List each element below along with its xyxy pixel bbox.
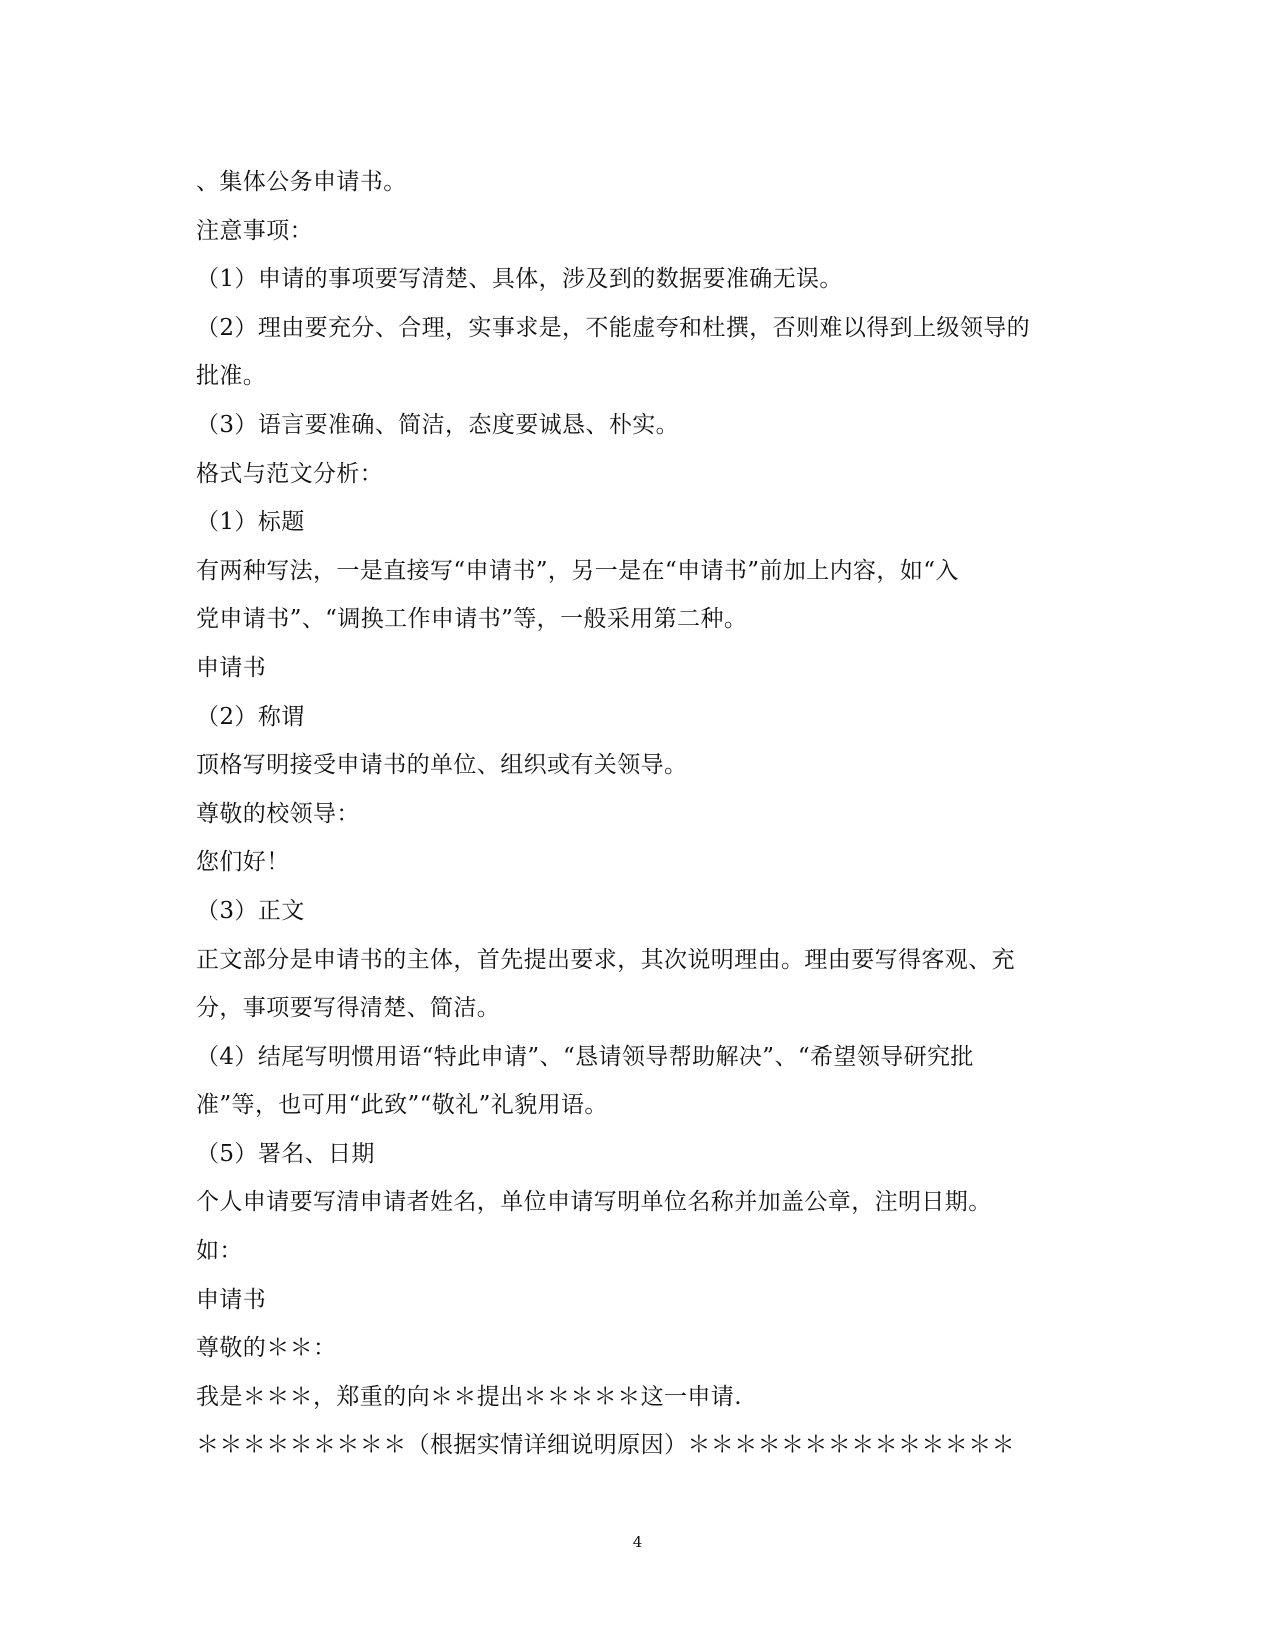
example-body-line: 我是＊＊＊，郑重的向＊＊提出＊＊＊＊＊这一申请. xyxy=(196,1383,742,1410)
text-line: （2）称谓 xyxy=(196,703,305,730)
example-body-line: ＊＊＊＊＊＊＊＊＊（根据实情详细说明原因）＊＊＊＊＊＊＊＊＊＊＊＊＊＊ xyxy=(196,1432,1015,1459)
text-line: （1）申请的事项要写清楚、具体，涉及到的数据要准确无误。 xyxy=(196,266,843,293)
document-body xyxy=(196,158,1086,1470)
text-line: 个人申请要写清申请者姓名，单位申请写明单位名称并加盖公章，注明日期。 xyxy=(196,1189,992,1216)
text-line: 正文部分是申请书的主体，首先提出要求，其次说明理由。理由要写得客观、充 xyxy=(196,946,1015,973)
example-title: 申请书 xyxy=(196,654,267,681)
text-line: 有两种写法，一是直接写“申请书”，另一是在“申请书”前加上内容，如“入 xyxy=(196,557,959,584)
section-heading-notes: 注意事项： xyxy=(196,217,313,244)
text-line: （3）语言要准确、简洁，态度要诚恳、朴实。 xyxy=(196,411,680,438)
text-line: 批准。 xyxy=(196,363,267,390)
text-line: 党申请书”、“调换工作申请书”等，一般采用第二种。 xyxy=(196,606,748,633)
text-line: （2）理由要充分、合理，实事求是，不能虚夸和杜撰，否则难以得到上级领导的 xyxy=(196,314,1031,341)
text-line: （3）正文 xyxy=(196,897,305,924)
text-line: （1）标题 xyxy=(196,509,305,536)
text-line: （5）署名、日期 xyxy=(196,1140,375,1167)
text-line: 、集体公务申请书。 xyxy=(196,169,407,195)
text-line: 分，事项要写得清楚、简洁。 xyxy=(196,995,501,1022)
page-number: 4 xyxy=(632,1533,643,1551)
section-heading-format: 格式与范文分析： xyxy=(196,460,384,487)
example-greeting: 您们好！ xyxy=(196,849,290,876)
text-line: 准”等，也可用“此致”“敬礼”礼貌用语。 xyxy=(196,1092,608,1119)
text-line: 如： xyxy=(196,1238,243,1265)
text-line: （4）结尾写明惯用语“特此申请”、“恳请领导帮助解决”、“希望领导研究批 xyxy=(196,1043,974,1070)
example-salutation: 尊敬的校领导： xyxy=(196,800,360,827)
text-line: 顶格写明接受申请书的单位、组织或有关领导。 xyxy=(196,752,688,779)
example-title: 申请书 xyxy=(196,1286,267,1313)
example-salutation: 尊敬的＊＊： xyxy=(196,1335,337,1362)
